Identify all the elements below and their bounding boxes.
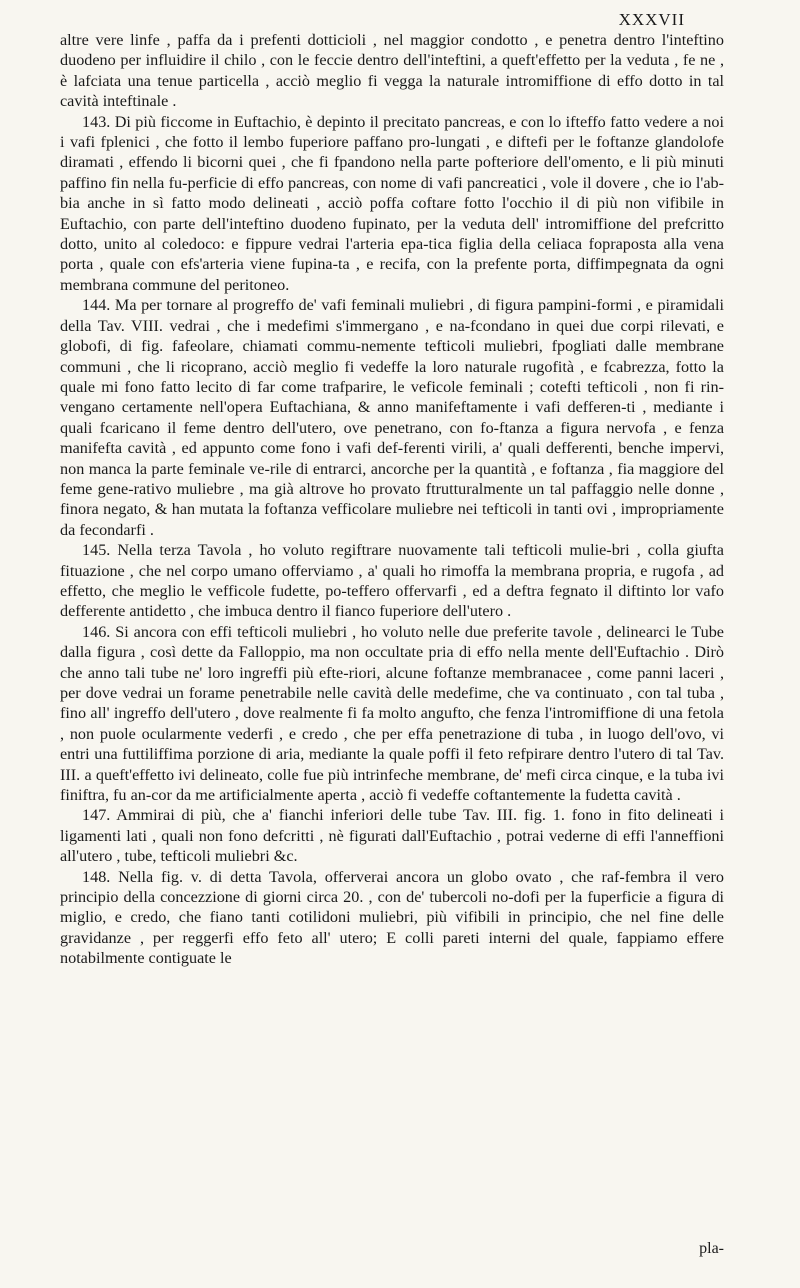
paragraph-147: 147. Ammirai di più, che a' fianchi inferiori delle tube Tav. III. fig. 1. fono in fito delineati i ligamenti lati , quali non fono defcritti , nè figurati dall'Euftachio , potrai vederne di effi l'anneffioni all'utero , tube, tefticoli muliebri &c.	[60, 806, 724, 866]
paragraph-continuation: altre vere linfe , paffa da i prefenti dotticioli , nel maggior condotto , e penetra dentro l'inteftino duodeno per influidire il chilo , con le feccie dentro dell'inteftini, a queft'effetto per la veduta , fe ne , è lafciata una tenue particella , acciò meglio fi vegga la naturale intromiffione di effo dotto in tal cavità inteftinale .	[60, 31, 724, 111]
paragraph-146: 146. Si ancora con effi tefticoli muliebri , ho voluto nelle due preferite tavole , delinearci le Tube dalla figura , così dette da Falloppio, ma non occultate pria di effo nella mente dell'Euftachio . Dirò che anno tali tube ne' loro ingreffi più efte-riori, alcune foftanze membranacee , come panni laceri , per dove vedrai un forame penetrabile nelle cavità delle medefime, che va continuato , con tal tuba , fino all' ingreffo dell'utero , dove realmente fi fa molto angufto, che fenza l'intromiffione di una fetola , non puole ocularmente vederfi , e credo , che per effa penetrazione di tuba , in luogo dell'ovo, vi entri una futtiliffima porzione di aria, mediante la quale poffi il feto refpirare dentro l'utero di tal Tav. III. a queft'effetto ivi delineato, colle fue più intrinfeche membrane, de' mefi circa cinque, e la tuba ivi finiftra, fu an-cor da me artificialmente aperta , acciò fi vedeffe coftantemente la fudetta cavità .	[60, 622, 724, 805]
paragraph-148: 148. Nella fig. v. di detta Tavola, offerverai ancora un globo ovato , che raf-fembra il vero principio della concezzione di giorni circa 20. , con de' tubercoli no-dofi per la fuperficie a figura di miglio, e credo, che fiano tanti cotilidoni muliebri, più vifibili in principio, che nel fine delle gravidanze , per reggerfi effo feto all' utero; E colli pareti interni del quale, fappiamo effere notabilmente contiguate le	[60, 867, 724, 968]
paragraph-144: 144. Ma per tornare al progreffo de' vafi feminali muliebri , di figura pampini-formi , e piramidali della Tav. VIII. vedrai , che i medefimi s'immergano , e na-fcondano in quei due corpi rilevati, e globofi, di fig. fafeolare, chiamati commu-nemente tefticoli muliebri, fpogliati dalle membrane communi , che li ricoprano, acciò meglio fi vedeffe la loro naturale rugofità , e fcabrezza, fotto la quale mi fono fatto lecito di far come trafparire, le veficole feminali ; cotefti tefticoli , non fi rin-vengano certamente nell'opera Euftachiana, & anno manifeftamente i vafi defferen-ti , mediante i quali fcaricano il feme dentro dell'utero, ove penetrano, con fo-ftanza a figura nervofa , e fenza manifefta cavità , ed appunto come fono i vafi def-ferenti virili, a' quali defferenti, benche impervi, non manca la parte feminale ve-rile di entrarci, ancorche per la quantità , e foftanza , fia maggiore del feme gene-rativo muliebre , ma già altrove ho provato ftrutturalmente un tal paffaggio nelle donne , finora negato, & han mutata la foftanza vefficolare muliebre nei tefticoli in tanti ovi , impropriamente da fecondarfi .	[60, 296, 724, 539]
catchword: pla-	[699, 1240, 724, 1257]
paragraph-143: 143. Di più ficcome in Euftachio, è depinto il precitato pancreas, e con lo ifteffo fatto vedere a noi i vafi fplenici , che fotto il lembo fuperiore paffano pro-lungati , e diftefi per le foftanze glandolofe diramati , effendo li bicorni quei , che fi fpandono nella parte pofteriore dell'omento, e li più minuti paffino fin nella fu-perficie di effo pancreas, con nome di vafi pancreatici , vole il dovere , che io l'ab-bia anche in sì fatto modo delineati , acciò poffa coftare fotto l'occhio il di più non vifibile in Euftachio, con parte dell'inteftino duodeno fupinato, per la veduta dell' intromiffione del prefcritto dotto, unito al coledoco: e fippure vedrai l'arteria epa-tica figlia della celiaca fopraposta alla vena porta , quale con efs'arteria viene fupina-ta , e recifa, con la prefente porta, diffimpegnata da ogni membrana commune del peritoneo.	[60, 112, 724, 294]
body-text	[60, 30, 724, 969]
page-number: XXXVII	[618, 10, 685, 29]
paragraph-145: 145. Nella terza Tavola , ho voluto regiftrare nuovamente tali tefticoli mulie-bri , colla giufta fituazione , che nel corpo umano offerviamo , a' quali ho rimoffa la membrana propria, e rugofa , ad effetto, che meglio le vefficole fudette, po-teffero offervarfi , ed a deftra fegnato il diftinto lor vafo defferente antidetto , che imbuca dentro il fianco fuperiore dell'utero .	[60, 541, 724, 621]
